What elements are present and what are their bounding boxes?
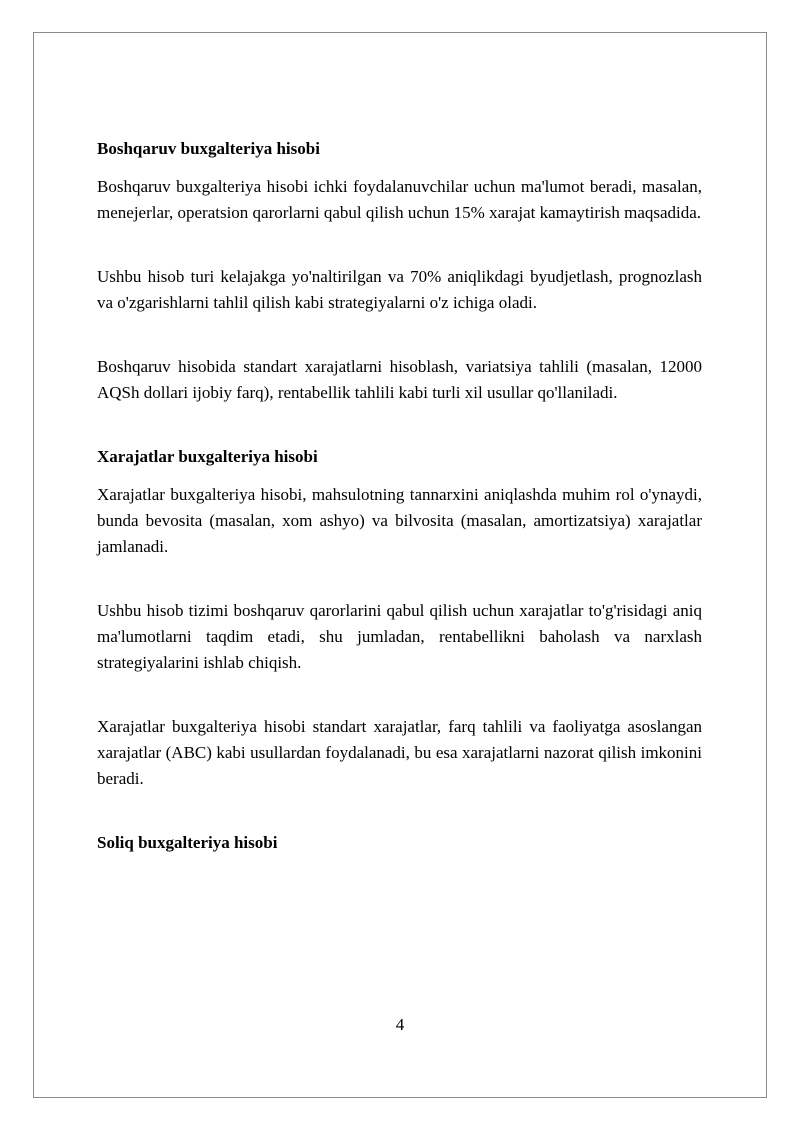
section-heading-soliq: Soliq buxgalteriya hisobi bbox=[97, 833, 278, 852]
page-number: 4 bbox=[395, 1015, 405, 1034]
paragraph: Ushbu hisob turi kelajakga yo'naltirilgan va 70% aniqlikdagi byudjetlash, prognozlash va o'zgarishlarni tahlil qilish kabi strategiyalarni o'z ichiga oladi. bbox=[97, 267, 702, 312]
section-heading-xarajatlar: Xarajatlar buxgalteriya hisobi bbox=[97, 447, 318, 466]
paragraph: Xarajatlar buxgalteriya hisobi, mahsulotning tannarxini aniqlashda muhim rol o'ynaydi, bunda bevosita (masalan, xom ashyo) va bilvosita (masalan, amortizatsiya) xarajatlar jamlanadi. bbox=[97, 485, 702, 556]
paragraph: Xarajatlar buxgalteriya hisobi standart xarajatlar, farq tahlili va faoliyatga asoslangan xarajatlar (ABC) kabi usullardan foydalanadi, bu esa xarajatlarni nazorat qilish imkonini beradi. bbox=[97, 717, 702, 788]
paragraph: Ushbu hisob tizimi boshqaruv qarorlarini qabul qilish uchun xarajatlar to'g'risidagi aniq ma'lumotlarni taqdim etadi, shu jumladan, rentabellikni baholash va narxlash strategiyalarini ishlab chiqish. bbox=[97, 601, 702, 672]
paragraph: Boshqaruv hisobida standart xarajatlarni hisoblash, variatsiya tahlili (masalan, 12000 AQSh dollari ijobiy farq), rentabellik tahlili kabi turli xil usullar qo'llaniladi. bbox=[97, 357, 702, 402]
section-heading-boshqaruv: Boshqaruv buxgalteriya hisobi bbox=[97, 139, 320, 158]
paragraph: Boshqaruv buxgalteriya hisobi ichki foydalanuvchilar uchun ma'lumot beradi, masalan, menejerlar, operatsion qarorlarni qabul qilish uchun 15% xarajat kamaytirish maqsadida. bbox=[97, 177, 702, 222]
document-body bbox=[97, 136, 702, 856]
